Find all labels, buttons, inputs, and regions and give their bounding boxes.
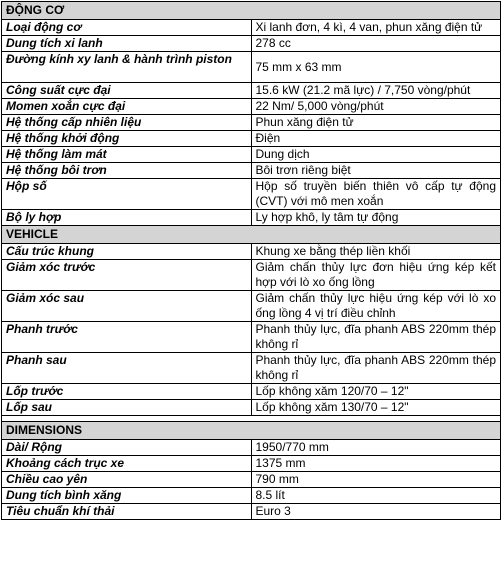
spec-value: Điện [251,131,501,147]
spec-value: 22 Nm/ 5,000 vòng/phút [251,99,501,115]
spec-value: Lốp không xăm 130/70 – 12" [251,400,501,416]
spec-row [2,36,501,52]
spec-row [2,291,501,322]
section-title: DIMENSIONS [2,422,501,440]
spec-row [2,210,501,226]
spec-row [2,456,501,472]
spec-row [2,488,501,504]
spec-value: Xi lanh đơn, 4 kì, 4 van, phun xăng điện tử [251,20,501,36]
section-header-vehicle [2,226,501,244]
spec-row [2,440,501,456]
spec-row [2,20,501,36]
spec-value: Ly hợp khô, ly tâm tự động [251,210,501,226]
spec-value: Phun xăng điện tử [251,115,501,131]
spec-row [2,322,501,353]
spec-row [2,472,501,488]
spec-label: Phanh sau [2,353,252,384]
spec-value: Phanh thủy lực, đĩa phanh ABS 220mm thép không rỉ [251,322,501,353]
spec-row [2,52,501,83]
spec-row [2,244,501,260]
spec-label: Loại động cơ [2,20,252,36]
spec-label: Hệ thống bôi trơn [2,163,252,179]
spec-row [2,504,501,520]
spec-row [2,147,501,163]
spec-value: Giảm chấn thủy lực đơn hiệu ứng kép kết hợp với lò xo ống lồng [251,260,501,291]
spec-row [2,384,501,400]
spec-value: Euro 3 [251,504,501,520]
section-header-engine [2,2,501,20]
spec-label: Hệ thống cấp nhiên liệu [2,115,252,131]
spec-label: Tiêu chuẩn khí thải [2,504,252,520]
spec-value: 1375 mm [251,456,501,472]
section-title: VEHICLE [2,226,501,244]
spec-label: Hộp số [2,179,252,210]
spec-value: Giảm chấn thủy lực hiệu ứng kép với lò xo ống lồng 4 vị trí điều chỉnh [251,291,501,322]
spec-value: Hộp số truyền biến thiên vô cấp tự động (CVT) với mô men xoắn [251,179,501,210]
spec-label: Cấu trúc khung [2,244,252,260]
spec-label: Dung tích bình xăng [2,488,252,504]
spec-row [2,115,501,131]
spec-label: Dài/ Rộng [2,440,252,456]
spec-row [2,400,501,416]
spec-label: Giảm xóc trước [2,260,252,291]
spec-value: Dung dịch [251,147,501,163]
spec-row [2,163,501,179]
spec-value: 1950/770 mm [251,440,501,456]
spec-value: Bôi trơn riêng biệt [251,163,501,179]
spec-value: 75 mm x 63 mm [251,52,501,83]
spec-row [2,260,501,291]
spec-row [2,99,501,115]
spec-value: Khung xe bằng thép liền khối [251,244,501,260]
spec-label: Lốp sau [2,400,252,416]
spec-label: Giảm xóc sau [2,291,252,322]
spec-label: Chiều cao yên [2,472,252,488]
spec-label: Dung tích xi lanh [2,36,252,52]
spec-row [2,179,501,210]
spec-value: Lốp không xăm 120/70 – 12" [251,384,501,400]
spec-label: Lốp trước [2,384,252,400]
spec-row [2,83,501,99]
spec-table [1,1,501,520]
spec-label: Hệ thống làm mát [2,147,252,163]
spec-label: Phanh trước [2,322,252,353]
spec-label: Bộ ly hợp [2,210,252,226]
spec-label: Hệ thống khởi động [2,131,252,147]
spec-value: 15.6 kW (21.2 mã lực) / 7,750 vòng/phút [251,83,501,99]
spec-value: Phanh thủy lực, đĩa phanh ABS 220mm thép không rỉ [251,353,501,384]
spec-label: Momen xoắn cực đại [2,99,252,115]
spec-label: Khoảng cách trục xe [2,456,252,472]
spec-value: 278 cc [251,36,501,52]
section-title: ĐỘNG CƠ [2,2,501,20]
spec-row [2,131,501,147]
spec-value: 790 mm [251,472,501,488]
spec-row [2,353,501,384]
spec-label: Công suất cực đại [2,83,252,99]
spec-label: Đường kính xy lanh & hành trình piston [2,52,252,83]
spec-value: 8.5 lít [251,488,501,504]
section-header-dimensions [2,422,501,440]
